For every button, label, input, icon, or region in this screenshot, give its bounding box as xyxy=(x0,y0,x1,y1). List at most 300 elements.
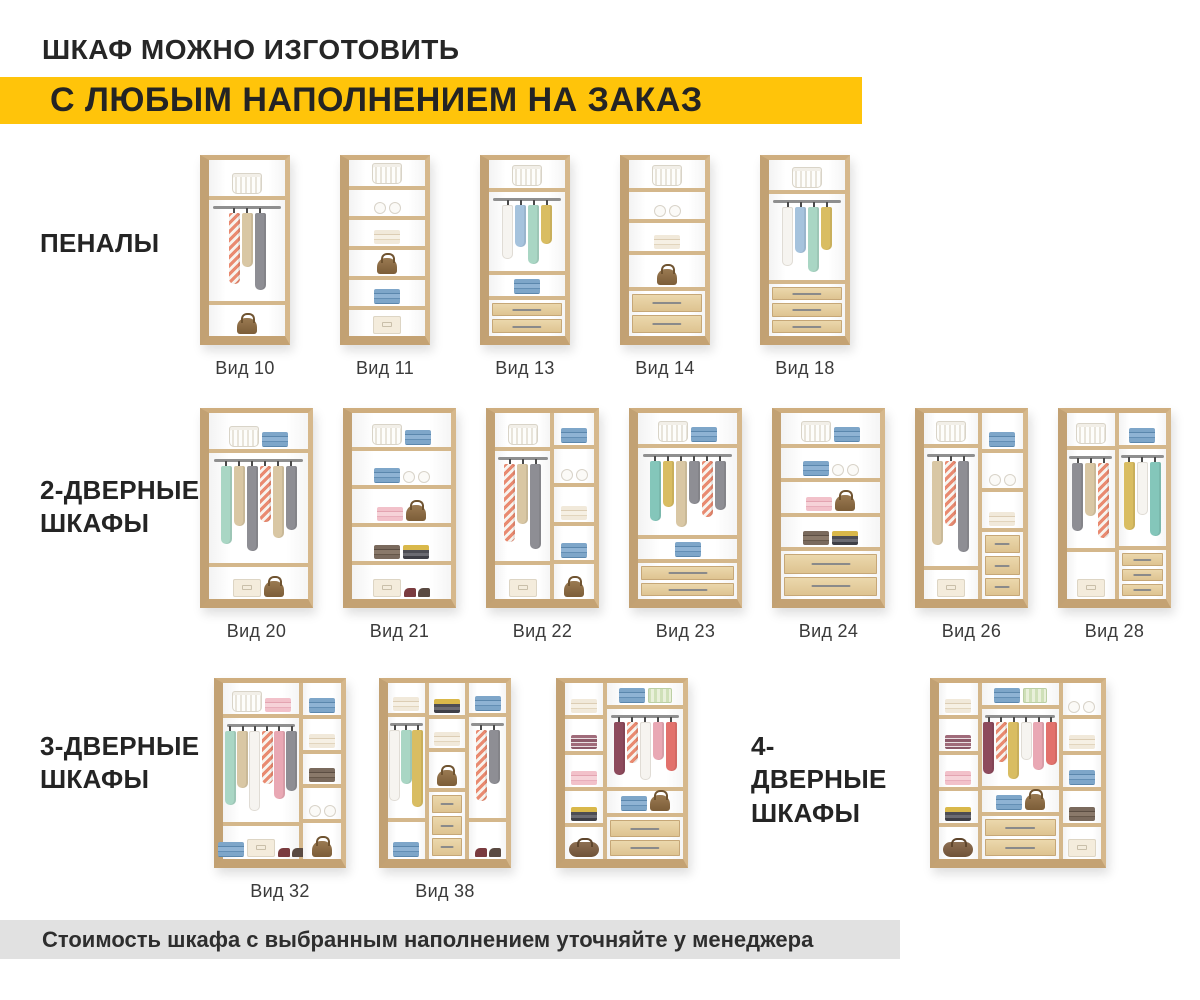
row-two-door-wardrobes xyxy=(0,408,1200,642)
drawer-stack-cell xyxy=(489,300,565,336)
cabinet-column xyxy=(349,160,425,336)
hanging-garment xyxy=(932,456,943,563)
drawer xyxy=(492,303,562,317)
hanging-garment xyxy=(795,202,806,278)
wardrobe-вид-24 xyxy=(772,408,885,642)
hanging-garment xyxy=(821,202,832,278)
drawer xyxy=(772,287,842,300)
item-folded xyxy=(374,230,400,244)
wardrobe-вид-13 xyxy=(480,155,570,379)
hanging-garments xyxy=(211,208,283,298)
hanging-garment xyxy=(237,726,247,821)
hanging-garments xyxy=(471,725,504,816)
wardrobe-caption: Вид 22 xyxy=(512,621,573,641)
rod-cell xyxy=(388,717,425,822)
garment-pink xyxy=(1033,722,1044,770)
drawer-stack-cell xyxy=(629,291,705,336)
item-jeans xyxy=(561,543,587,558)
item-basket xyxy=(372,424,402,445)
garment-beige xyxy=(676,461,687,527)
drawer xyxy=(772,303,842,316)
item-patterned xyxy=(571,735,597,749)
garment-white xyxy=(502,205,513,259)
shelf-cell xyxy=(303,788,341,822)
item-basket xyxy=(792,167,822,188)
hanging-garments xyxy=(640,456,735,533)
drawer xyxy=(641,566,734,580)
item-basket xyxy=(508,424,538,445)
item-jeans xyxy=(405,430,431,445)
item-basket xyxy=(658,421,688,442)
garment-yellow xyxy=(663,461,674,507)
wardrobe-caption: Вид 18 xyxy=(775,358,835,378)
garment-burgundy xyxy=(983,722,994,774)
cabinet-column xyxy=(978,683,1059,859)
shelf-cell xyxy=(1119,413,1167,449)
cabinet-column xyxy=(489,160,565,336)
rod-cell xyxy=(982,709,1059,790)
hanging-garments xyxy=(926,456,976,563)
shelf-cell xyxy=(1067,552,1115,599)
item-yellowstack xyxy=(403,545,429,559)
garment-mint xyxy=(221,466,232,544)
hanging-garment xyxy=(1034,717,1045,784)
garment-stripe xyxy=(260,466,271,522)
hanging-garment xyxy=(489,725,500,816)
shelf-cell xyxy=(939,719,978,755)
shelf-cell xyxy=(629,192,705,224)
garment-stripe xyxy=(996,722,1007,762)
item-bag xyxy=(650,795,670,811)
shelf-cell xyxy=(303,719,341,753)
item-duffel xyxy=(569,842,599,857)
section-label xyxy=(0,227,200,260)
garment-beige xyxy=(237,731,248,788)
wardrobe-caption: Вид 10 xyxy=(215,358,275,378)
drawer xyxy=(985,819,1056,836)
garment-pink xyxy=(653,722,664,760)
shelf-cell xyxy=(469,683,506,717)
shelf-cell xyxy=(982,683,1059,709)
hanging-garment xyxy=(702,456,713,533)
shelf-cell xyxy=(209,567,308,599)
wardrobe-cabinet xyxy=(200,155,290,345)
rod-cell xyxy=(223,718,299,827)
hanging-garments xyxy=(491,200,563,269)
item-basket xyxy=(936,421,966,442)
shelf-cell xyxy=(607,683,683,709)
shelf-cell xyxy=(303,754,341,788)
cabinet-column xyxy=(550,413,594,599)
item-whitepair xyxy=(989,474,1016,486)
wardrobe-cabinet xyxy=(1058,408,1171,608)
shelf-cell xyxy=(781,517,880,552)
hanging-garment xyxy=(715,456,726,533)
item-folded xyxy=(561,506,587,520)
hanging-garment xyxy=(286,461,297,561)
shelf-cell xyxy=(939,791,978,827)
drawer xyxy=(985,839,1056,856)
garment-gray xyxy=(286,731,297,792)
hanging-garments xyxy=(1069,458,1113,546)
hanging-garment xyxy=(1009,717,1020,784)
item-jeans xyxy=(994,688,1020,703)
garment-gray xyxy=(958,461,969,552)
cabinet-column xyxy=(781,413,880,599)
row-three-four-door-wardrobes xyxy=(0,678,1200,902)
item-bag xyxy=(264,581,284,597)
wardrobe-cabinet xyxy=(620,155,710,345)
item-jeans xyxy=(621,796,647,811)
garment-stripe xyxy=(504,464,515,542)
garment-burgundy xyxy=(614,722,625,775)
shelf-cell xyxy=(349,160,425,190)
item-jeans xyxy=(218,842,244,857)
item-whitepair xyxy=(654,205,681,217)
hanger-hook xyxy=(417,725,419,730)
item-folded xyxy=(434,732,460,746)
wardrobe-cabinet xyxy=(760,155,850,345)
poster-title-line2: С ЛЮБЫМ НАПОЛНЕНИЕМ НА ЗАКАЗ xyxy=(50,81,703,119)
shelf-cell xyxy=(388,683,425,717)
wardrobe-cabinet xyxy=(772,408,885,608)
hanging-garments xyxy=(609,717,681,786)
garment-mint xyxy=(808,207,819,271)
garment-mint xyxy=(528,205,539,264)
shelf-cell xyxy=(223,826,299,859)
shelf-cell xyxy=(781,482,880,517)
cabinet-column xyxy=(565,683,603,859)
drawer xyxy=(432,795,463,813)
item-jeans xyxy=(475,696,501,711)
hanging-garment xyxy=(530,459,541,559)
shelf-cell xyxy=(924,413,978,448)
shelf-cell xyxy=(982,790,1059,816)
hanging-garment xyxy=(689,456,700,533)
rod-cell xyxy=(209,200,285,304)
garment-gray xyxy=(530,464,541,549)
cabinet-column xyxy=(425,683,466,859)
garment-gray xyxy=(715,461,726,511)
section-label-line: 4-ДВЕРНЫЕ xyxy=(751,731,887,795)
item-jeans xyxy=(803,461,829,476)
item-pinkstack xyxy=(571,771,597,785)
rod-cell xyxy=(924,448,978,569)
item-jeans xyxy=(262,432,288,447)
item-jeans xyxy=(619,688,645,703)
drawer xyxy=(632,294,702,312)
drawer-stack-cell xyxy=(607,817,683,859)
wardrobe-strip xyxy=(200,408,1171,642)
garment-yellow xyxy=(1008,722,1019,779)
wardrobe-caption: Вид 13 xyxy=(495,358,555,378)
hanging-garment xyxy=(247,461,258,561)
shelf-cell xyxy=(638,539,737,563)
item-jeans xyxy=(675,542,701,557)
wardrobe-caption: Вид 20 xyxy=(226,621,287,641)
garment-gray xyxy=(689,461,700,504)
shelf-cell xyxy=(554,487,594,526)
hanging-garment xyxy=(666,717,677,786)
wardrobe-cabinet xyxy=(343,408,456,608)
shelf-cell xyxy=(209,305,285,336)
hanging-garment xyxy=(1124,457,1135,544)
item-whitepair xyxy=(374,202,401,214)
wardrobe-cabinet xyxy=(915,408,1028,608)
shelf-cell xyxy=(1063,791,1102,827)
item-box xyxy=(373,579,401,597)
hanging-garment xyxy=(1085,458,1096,546)
cabinet-column xyxy=(388,683,425,859)
item-folded xyxy=(989,512,1015,526)
item-pinkstack xyxy=(377,507,403,521)
wardrobe-cabinet xyxy=(340,155,430,345)
wardrobe-cabinet xyxy=(379,678,511,868)
wardrobe-вид-32 xyxy=(214,678,346,902)
shelf-cell xyxy=(565,683,603,719)
item-darkstack xyxy=(803,531,829,545)
poster-title-highlight-band xyxy=(0,77,862,124)
garment-white xyxy=(782,207,793,266)
item-yellowstack xyxy=(945,807,971,821)
hanging-garment xyxy=(517,459,528,559)
drawer xyxy=(985,535,1020,553)
shelf-cell xyxy=(939,755,978,791)
drawer xyxy=(985,578,1020,596)
wardrobe-вид-28 xyxy=(1058,408,1171,642)
hanging-garment xyxy=(229,208,240,298)
shelf-cell xyxy=(565,719,603,755)
hanging-garments xyxy=(1121,457,1165,544)
shelf-cell xyxy=(769,160,845,194)
item-jeans xyxy=(374,289,400,304)
shelf-cell xyxy=(352,413,451,451)
cabinet-column xyxy=(209,160,285,336)
shelf-cell xyxy=(429,719,466,751)
item-jeans xyxy=(996,795,1022,810)
section-label xyxy=(0,730,214,797)
shelf-cell xyxy=(554,449,594,488)
item-greenbox xyxy=(1023,688,1047,703)
drawer xyxy=(784,577,877,596)
shelf-cell xyxy=(429,752,466,792)
shelf-cell xyxy=(565,791,603,827)
item-jeans xyxy=(309,698,335,713)
hanging-garments xyxy=(225,726,297,821)
item-whitepair xyxy=(403,471,430,483)
hanging-garments xyxy=(211,461,306,561)
shelf-cell xyxy=(495,413,550,451)
garment-stripe xyxy=(702,461,713,517)
hanging-garment xyxy=(541,200,552,269)
item-basket xyxy=(232,173,262,194)
item-basket xyxy=(372,163,402,184)
hanging-garment xyxy=(1137,457,1148,544)
section-label-line: ШКАФЫ xyxy=(40,764,150,795)
garment-beige xyxy=(1085,463,1096,516)
hanging-garment xyxy=(1046,717,1057,784)
garment-white xyxy=(1021,722,1032,759)
wardrobe-вид-38 xyxy=(379,678,511,902)
hanging-garment xyxy=(515,200,526,269)
item-jeans xyxy=(1129,428,1155,443)
hanging-garment xyxy=(984,717,995,784)
shelf-cell xyxy=(209,413,308,453)
item-folded xyxy=(945,699,971,713)
garment-gray xyxy=(286,466,297,530)
hanging-garment xyxy=(250,726,260,821)
wardrobe-cabinet xyxy=(480,155,570,345)
wardrobe-вид-11 xyxy=(340,155,430,379)
item-folded xyxy=(1069,735,1095,749)
hanging-garment xyxy=(676,456,687,533)
shelf-cell xyxy=(629,255,705,291)
hanging-garments xyxy=(984,717,1057,784)
item-jeans xyxy=(561,428,587,443)
item-box xyxy=(233,579,261,597)
rod-cell xyxy=(469,717,506,822)
garment-yellow xyxy=(541,205,552,244)
garment-stripe xyxy=(627,722,638,763)
item-whitepair xyxy=(561,469,588,481)
garment-gray xyxy=(1072,463,1083,532)
shelf-cell xyxy=(349,220,425,250)
item-jeans xyxy=(834,427,860,442)
cabinet-column xyxy=(495,413,550,599)
hanging-garment xyxy=(1150,457,1161,544)
hanger-hook xyxy=(405,725,407,730)
drawer xyxy=(492,319,562,333)
wardrobe-cabinet xyxy=(556,678,688,868)
section-label-line: ПЕНАЛЫ xyxy=(40,228,160,258)
section-label-line: 2-ДВЕРНЫЕ xyxy=(40,475,200,505)
wardrobe-вид-14 xyxy=(620,155,710,379)
item-bag xyxy=(437,770,457,786)
shelf-cell xyxy=(469,822,506,859)
cabinet-column xyxy=(939,683,978,859)
garment-yellow xyxy=(412,730,423,808)
cabinet-column xyxy=(638,413,737,599)
item-greenbox xyxy=(648,688,672,703)
garment-white xyxy=(640,722,651,780)
hanging-garment xyxy=(234,461,245,561)
garment-beige xyxy=(234,466,245,526)
item-darkstack xyxy=(1069,807,1095,821)
shelf-cell xyxy=(352,489,451,527)
wardrobe-cabinet xyxy=(200,408,313,608)
hanging-garment xyxy=(221,461,232,561)
item-darkstack xyxy=(374,545,400,559)
hanging-garment xyxy=(504,459,515,559)
shelf-cell xyxy=(303,823,341,859)
hanging-garment xyxy=(262,726,272,821)
shelf-cell xyxy=(1063,683,1102,719)
shelf-cell xyxy=(429,683,466,719)
shelf-cell xyxy=(565,755,603,791)
item-shoes xyxy=(475,848,501,857)
drawer-stack-cell xyxy=(429,792,466,859)
garment-teal xyxy=(1150,462,1161,536)
drawer-stack-cell xyxy=(982,816,1059,859)
cabinet-column xyxy=(1067,413,1115,599)
item-folded xyxy=(393,697,419,711)
hanger-hook xyxy=(480,725,482,730)
shelf-cell xyxy=(1063,827,1102,859)
item-yellowstack xyxy=(832,531,858,545)
shelf-cell xyxy=(223,683,299,718)
hanging-garment xyxy=(627,717,638,786)
section-label-four-door xyxy=(721,730,897,830)
cabinet-column xyxy=(629,160,705,336)
item-basket xyxy=(801,421,831,442)
cabinet-column xyxy=(603,683,683,859)
rod-cell xyxy=(489,192,565,275)
shelf-cell xyxy=(565,827,603,859)
garment-beige xyxy=(273,466,284,538)
footer-note-band xyxy=(0,920,900,959)
wardrobe-caption: Вид 23 xyxy=(655,621,716,641)
drawer xyxy=(985,556,1020,574)
cabinet-column xyxy=(769,160,845,336)
garment-gray xyxy=(247,466,258,551)
shelf-cell xyxy=(1067,413,1115,450)
shelf-cell xyxy=(781,448,880,483)
item-basket xyxy=(512,165,542,186)
wardrobe-cabinet xyxy=(930,678,1106,868)
drawer xyxy=(641,583,734,597)
shelf-cell xyxy=(982,413,1023,453)
garment-white xyxy=(249,731,260,811)
shelf-cell xyxy=(349,280,425,310)
item-box xyxy=(1068,839,1096,857)
cabinet-column xyxy=(1059,683,1102,859)
rod-cell xyxy=(1067,450,1115,552)
item-basket xyxy=(232,691,262,712)
wardrobe-unlabeled xyxy=(556,678,688,868)
hanging-garment xyxy=(996,717,1007,784)
rod-cell xyxy=(638,448,737,539)
item-jeans xyxy=(1069,770,1095,785)
item-jeans xyxy=(691,427,717,442)
shelf-cell xyxy=(554,526,594,565)
item-folded xyxy=(571,699,597,713)
section-label-line: ШКАФЫ xyxy=(751,797,861,828)
cabinet-column xyxy=(924,413,978,599)
wardrobe-caption: Вид 32 xyxy=(250,881,310,901)
garment-blue xyxy=(515,205,526,247)
wardrobe-caption: Вид 28 xyxy=(1084,621,1145,641)
item-pinkstack xyxy=(265,698,291,712)
hanging-garment xyxy=(274,726,284,821)
garment-pink xyxy=(274,731,285,799)
hanging-garment xyxy=(663,456,674,533)
hanging-garment xyxy=(782,202,793,278)
cabinet-column xyxy=(352,413,451,599)
section-label-line: 3-ДВЕРНЫЕ xyxy=(40,731,200,761)
hanging-garment xyxy=(402,725,412,816)
hanging-garment xyxy=(1021,717,1032,784)
hanging-garment xyxy=(476,725,487,816)
item-bag xyxy=(406,505,426,521)
hanging-garments xyxy=(497,459,548,559)
hanging-garment xyxy=(808,202,819,278)
hanging-garment xyxy=(614,717,625,786)
garment-stripe xyxy=(262,731,273,784)
drawer-stack-cell xyxy=(982,532,1023,599)
wardrobe-вид-26 xyxy=(915,408,1028,642)
hanging-garment xyxy=(528,200,539,269)
drawer-stack-cell xyxy=(1119,550,1167,599)
